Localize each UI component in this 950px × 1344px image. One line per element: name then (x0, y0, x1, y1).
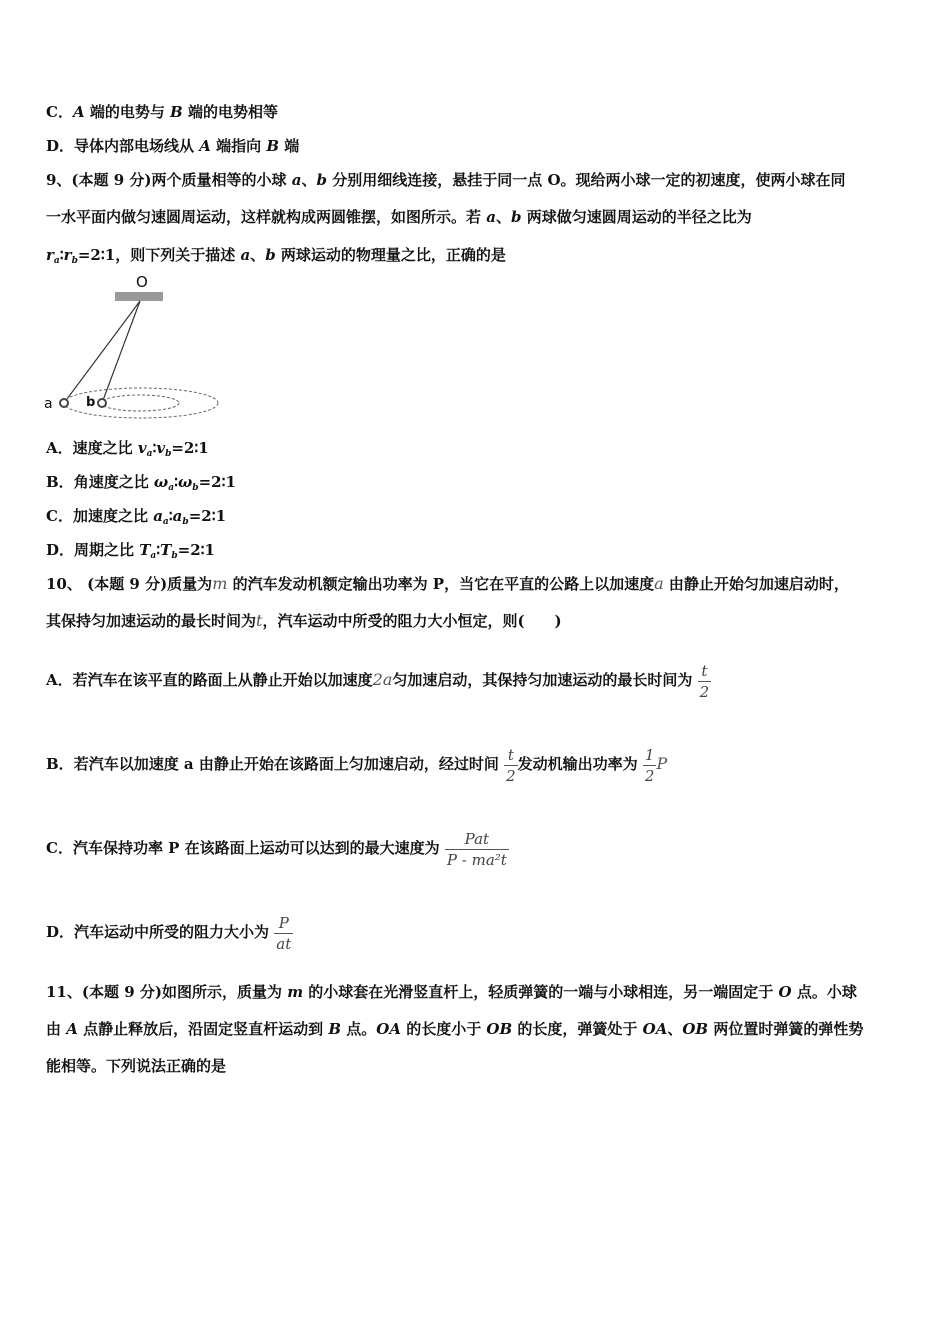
q11-stem-line3: 能相等。下列说法正确的是 (46, 1057, 227, 1075)
fraction-t-over-2: $\frac{t}{2}$ (506, 745, 516, 785)
q10-option-a: A．若汽车在该平直的路面上从静止开始以加速度2a匀加速启动，其保持匀加速运动的最长时间为 $\frac{t}{2}$ (46, 661, 710, 701)
q11-stem-line2: 由 A 点静止释放后，沿固定竖直杆运动到 B 点。OA 的长度小于 OB 的长度，弹簧处于 OA、OB 两位置时弹簧的弹性势 (46, 1020, 864, 1038)
q10-option-b: B．若汽车以加速度 a 由静止开始在该路面上匀加速启动，经过时间 $\frac{t}{2}$ 发动机输出功率为 $\frac{1}{2}$ P (46, 745, 668, 785)
q9-option-b: B．角速度之比 $\omega_a∶\omega_b=2∶1$ (46, 473, 236, 493)
conical-pendulum-figure (40, 270, 240, 420)
q11-stem-line1: 11、(本题 9 分)如图所示，质量为 m 的小球套在光滑竖直杆上，轻质弹簧的一端与小球相连，另一端固定于 O 点。小球 (46, 983, 857, 1001)
fraction-half: $\frac{1}{2}$ (644, 745, 655, 785)
ball-a (60, 399, 68, 407)
fraction-t-over-2: $\frac{t}{2}$ (699, 661, 710, 701)
support-bar (115, 292, 163, 301)
orbit-b (101, 395, 179, 411)
label-b: b (86, 395, 96, 410)
fraction-p-over-at: $\frac{P}{at}$ (276, 913, 292, 953)
q9-option-c: C．加速度之比 $a_a∶a_b=2∶1$ (46, 507, 227, 527)
q9-stem-line3: $r_a∶r_b=2∶1$，则下列关于描述 a、b 两球运动的物理量之比，正确的是 (46, 246, 506, 266)
q9-option-a: A．速度之比 $v_a∶v_b=2∶1$ (46, 439, 209, 459)
q9-stem-line2: 一水平面内做匀速圆周运动，这样就构成两圆锥摆，如图所示。若 a、b 两球做匀速圆周运动的半径之比为 (46, 208, 752, 226)
fraction-max-speed: $\frac{\text{Pat}}{\text{P - ma²t}}$ (446, 829, 507, 869)
q8-option-d: D．导体内部电场线从 A 端指向 B 端 (46, 137, 300, 155)
q10-option-c: C．汽车保持功率 P 在该路面上运动可以达到的最大速度为 $\frac{\text{Pat}}{\text{P - ma²t}}$ (46, 829, 507, 869)
ball-b (98, 399, 106, 407)
label-o: O (136, 273, 148, 291)
q9-option-d: D．周期之比 $T_a∶T_b=2∶1$ (46, 541, 215, 561)
q10-option-d: D．汽车运动中所受的阻力大小为 $\frac{P}{at}$ (46, 913, 292, 953)
q10-stem-line2: 其保持匀加速运动的最长时间为t，汽车运动中所受的阻力大小恒定，则( ) (46, 611, 562, 630)
q10-stem-line1: 10、 (本题 9 分)质量为m 的汽车发动机额定输出功率为 P，当它在平直的公路上以加速度a 由静止开始匀加速启动时， (46, 574, 849, 593)
label-a: a (44, 396, 53, 412)
string-a (64, 301, 140, 403)
q9-stem-line1: 9、(本题 9 分)两个质量相等的小球 a、b 分别用细线连接，悬挂于同一点 O。现给两小球一定的初速度，使两小球在同 (46, 171, 846, 189)
q8-option-c: C．A 端的电势与 B 端的电势相等 (46, 103, 278, 121)
string-b (102, 301, 140, 403)
